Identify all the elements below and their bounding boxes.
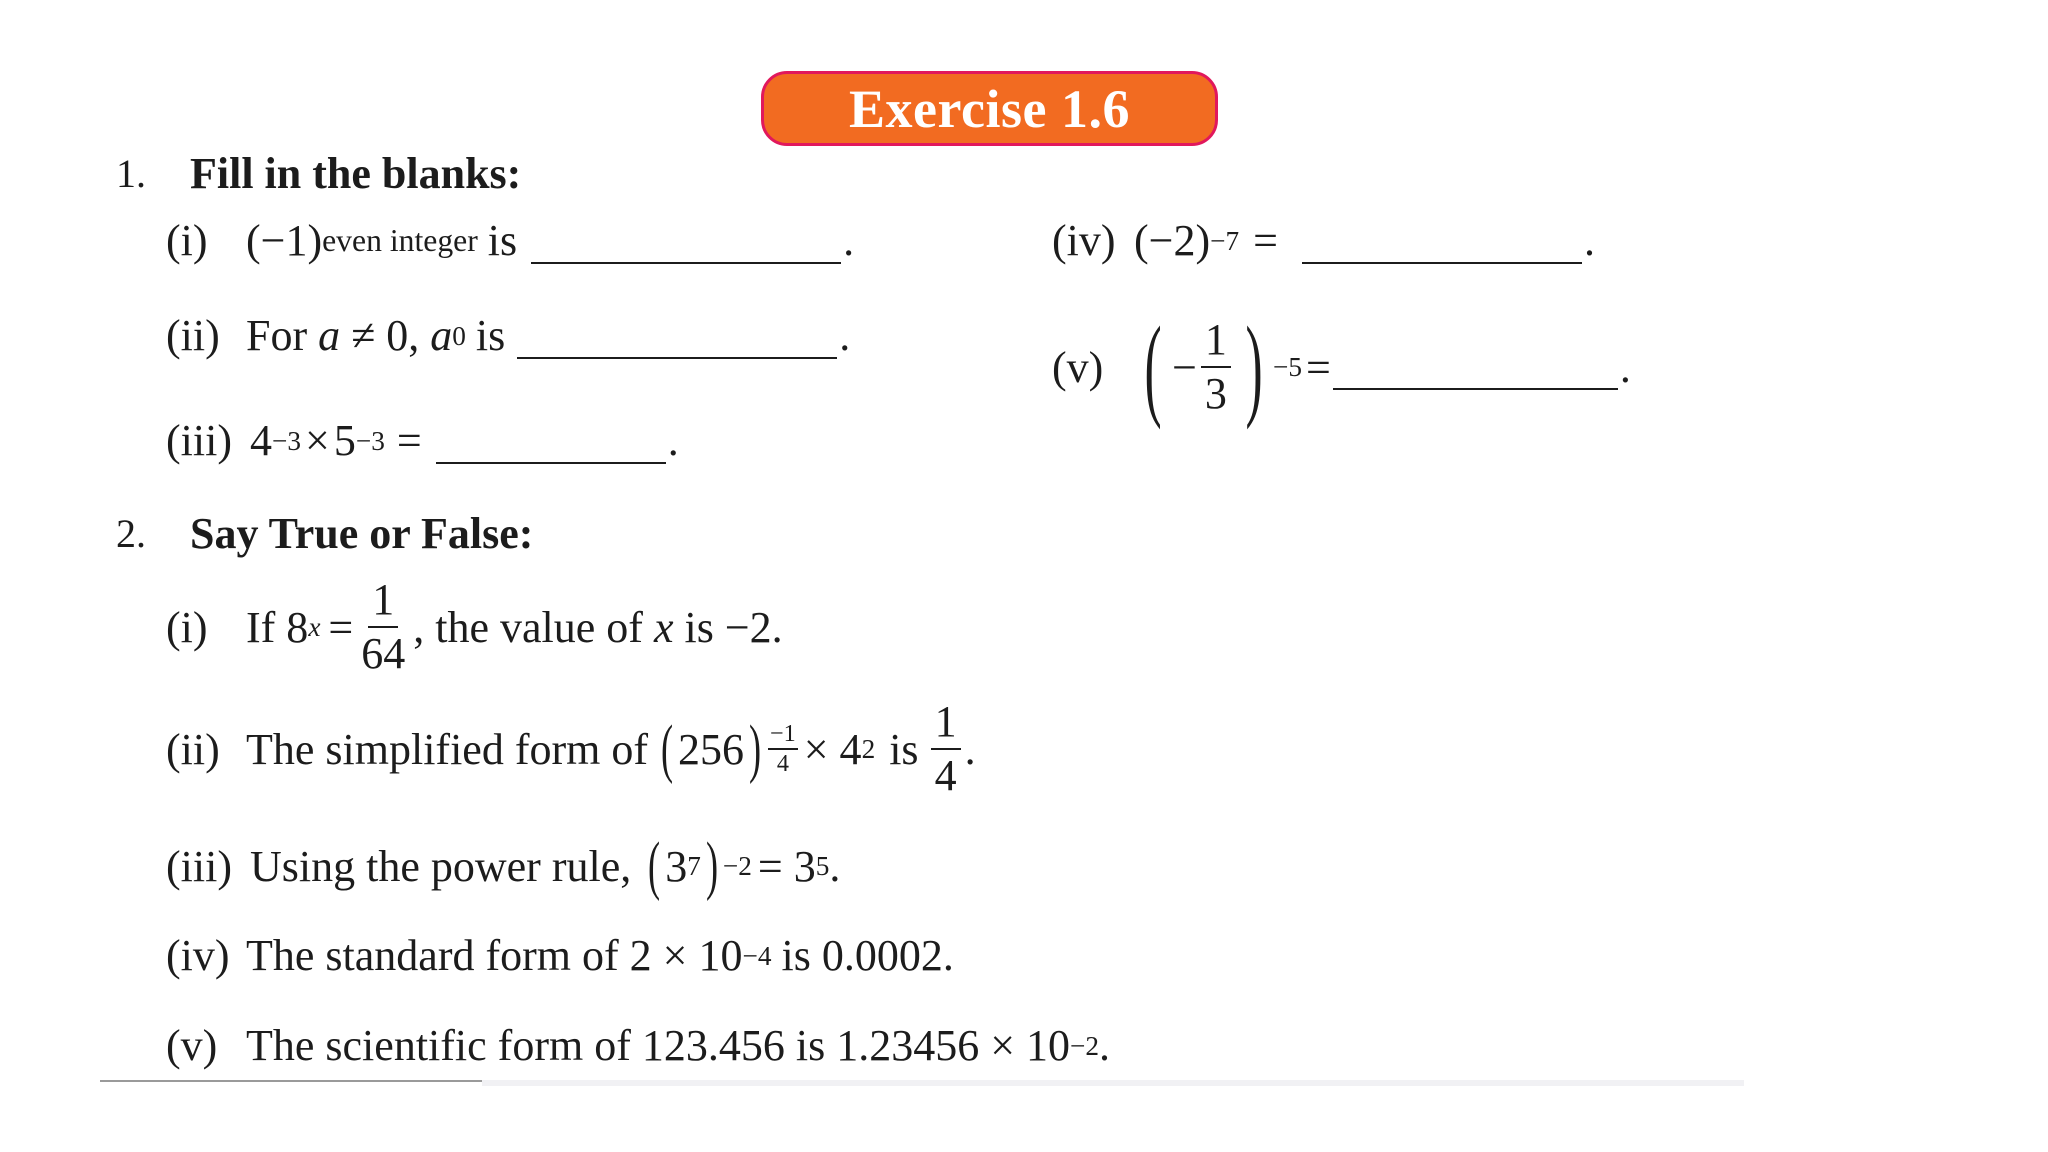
q1-item-iv: (iv) (−2) −7 = . [1052, 216, 1595, 265]
q1-ii-var-a2: a [430, 311, 453, 360]
q1-v-blank[interactable] [1333, 344, 1618, 390]
exercise-title-banner [761, 71, 1218, 146]
q2-iii-label: (iii) [166, 841, 232, 891]
q2-i-pre: If 8 [246, 602, 309, 652]
q2-ii-times-4: × 4 [803, 724, 862, 774]
q1-iv-label: (iv) [1052, 216, 1116, 265]
footer-divider-right [482, 1080, 1744, 1086]
q2-i-label: (i) [166, 602, 208, 652]
q2-i-fraction [357, 575, 409, 678]
q2-iii-left-paren: ( [648, 829, 661, 902]
q1-iii-times: × [305, 416, 330, 465]
q1-ii-zero: 0, [386, 311, 420, 360]
q1-number: 1. [116, 151, 146, 196]
q2-i-post: is −2. [684, 602, 783, 652]
q1-ii-text: is [475, 311, 506, 360]
footer-divider-left [100, 1080, 482, 1082]
q2-ii-period: . [964, 724, 976, 774]
q2-v-pre: The scientific form of 123.456 is 1.23456 × 10 [246, 1021, 1071, 1070]
q1-i-base: (−1) [246, 216, 323, 265]
q2-heading: Say True or False: [190, 509, 534, 558]
q2-iii-period: . [829, 841, 841, 891]
q1-iii-equals: = [396, 416, 422, 465]
q2-iii-base: 3 [665, 841, 688, 891]
q1-i-label: (i) [166, 216, 208, 265]
q2-i-numerator: 1 [368, 578, 398, 628]
q1-heading: Fill in the blanks: [190, 149, 522, 198]
q1-v-numerator: 1 [1201, 318, 1231, 368]
q2-iii-pre: Using the power rule, [250, 841, 632, 891]
q2-ii-right-paren: ) [748, 712, 762, 785]
q1-item-iii: (iii) 4 −3 × 5 −3 = . [166, 416, 679, 465]
q1-ii-pre: For [246, 311, 308, 360]
q2-i-var-x: x [653, 602, 674, 652]
q1-i-text: is [487, 216, 518, 265]
q2-ii-exp-denominator: 4 [776, 750, 789, 777]
q1-iv-base: (−2) [1134, 216, 1211, 265]
q1-item-ii: (ii) For a ≠ 0, a 0 is . [166, 311, 851, 360]
q2-ii-numerator: 1 [931, 700, 961, 750]
q1-ii-label: (ii) [166, 311, 220, 360]
q1-iii-period: . [667, 416, 679, 465]
q2-v-label: (v) [166, 1021, 218, 1070]
q2-i-mid: , the value of [413, 602, 643, 652]
q1-v-period: . [1619, 342, 1631, 392]
q1-iii-base-4: 4 [250, 416, 272, 465]
q2-ii-exp-numerator: −1 [768, 722, 798, 750]
q2-iv-post: is 0.0002. [781, 931, 954, 980]
q1-ii-neq: ≠ [351, 311, 376, 360]
q1-iv-equals: = [1253, 216, 1278, 265]
q1-ii-var-a: a [318, 311, 341, 360]
q1-i-blank[interactable] [531, 218, 841, 264]
q1-iii-blank[interactable] [436, 418, 666, 464]
q1-ii-blank[interactable] [517, 313, 837, 359]
q2-item-v: (v) The scientific form of 123.456 is 1.23456 × 10 −2 . [166, 1021, 1111, 1070]
q2-v-period: . [1099, 1021, 1111, 1070]
q1-v-label: (v) [1052, 342, 1104, 392]
q1-v-equals: = [1306, 342, 1331, 392]
exercise-title: Exercise 1.6 [849, 78, 1130, 139]
q1-v-minus: − [1172, 342, 1197, 392]
q2-ii-denominator: 4 [934, 751, 957, 800]
q1-i-period: . [843, 216, 855, 265]
q2-ii-exp-fraction [768, 719, 798, 777]
q2-item-i: (i) If 8 x = $\frac{1}{64}$ , the value of x is −2. [166, 575, 783, 678]
q2-iii-equals-3: = 3 [757, 841, 816, 891]
q2-i-equals: = [328, 602, 354, 652]
q2-iii-right-paren: ) [705, 829, 718, 902]
q1-item-i: (i) (−1) even integer is . [166, 216, 855, 265]
q2-item-ii: (ii) The simplified form of ( 256 ) $\frac{-1}{4}$ × 4 2 is $\frac{1}{4}$ . [166, 697, 976, 800]
q2-ii-is: is [889, 724, 919, 774]
q1-iv-blank[interactable] [1302, 218, 1582, 264]
q2-iv-pre: The standard form of 2 × 10 [246, 931, 743, 980]
q2-ii-pre: The simplified form of [246, 724, 649, 774]
q1-iii-label: (iii) [166, 416, 232, 465]
q2-iv-label: (iv) [166, 931, 230, 980]
q1-item-v: (v) ( − $\frac{1}{3}$ ) −5 = . [1052, 303, 1631, 430]
q1-iii-base-5: 5 [333, 416, 356, 465]
q1-ii-period: . [839, 311, 851, 360]
q2-number: 2. [116, 511, 146, 556]
q1-v-right-paren: ) [1245, 303, 1263, 430]
q1-v-denominator: 3 [1204, 369, 1227, 419]
q2-item-iv: (iv) The standard form of 2 × 10 −4 is 0.0002. [166, 931, 954, 980]
q2-i-denominator: 64 [361, 629, 406, 678]
q2-ii-label: (ii) [166, 724, 220, 774]
q2-ii-base: 256 [678, 724, 744, 774]
q1-v-fraction [1201, 315, 1231, 419]
q2-ii-left-paren: ( [660, 712, 674, 785]
q1-iv-period: . [1583, 216, 1595, 265]
q2-item-iii: (iii) Using the power rule, ( 3 7 ) −2 = 3 5 . [166, 829, 841, 902]
q2-ii-fraction [931, 697, 961, 800]
q1-v-left-paren: ( [1144, 303, 1162, 430]
